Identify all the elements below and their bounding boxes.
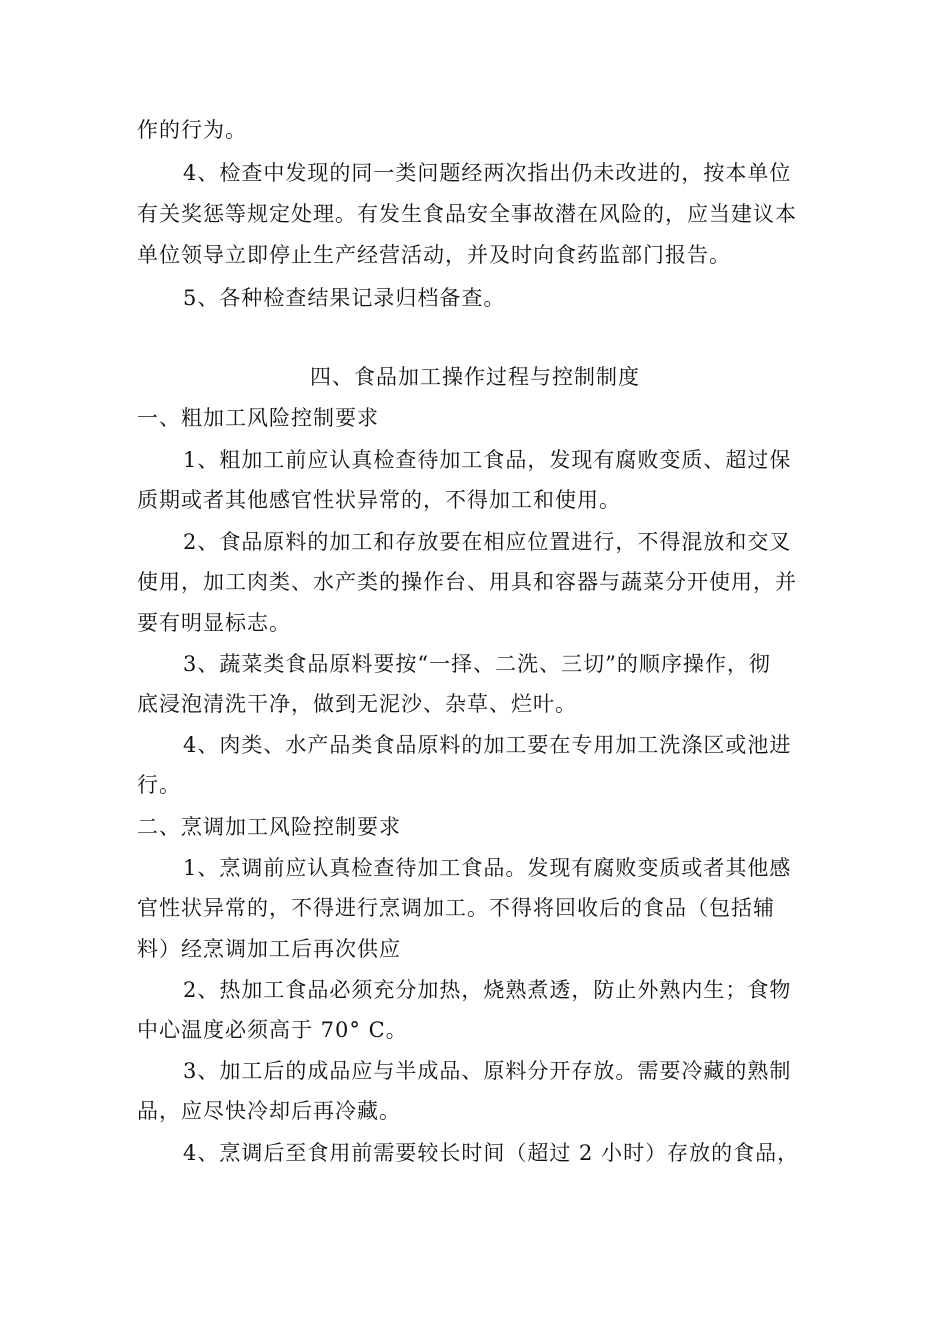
text-line: 使用，加工肉类、水产类的操作台、用具和容器与蔬菜分开使用，并 — [137, 570, 797, 594]
text-line: 4、肉类、水产品类食品原料的加工要在专用加工洗涤区或池进 — [183, 733, 792, 757]
text-line: 有关奖惩等规定处理。有发生食品安全事故潜在风险的，应当建议本 — [137, 202, 797, 226]
text-line: 3、蔬菜类食品原料要按“一择、二洗、三切”的顺序操作，彻 — [183, 652, 771, 676]
section-heading: 四、食品加工操作过程与控制制度 — [310, 365, 640, 389]
text-line: 单位领导立即停止生产经营活动，并及时向食药监部门报告。 — [137, 243, 731, 267]
text-line: 中心温度必须高于 70° C。 — [137, 1018, 408, 1042]
text-line: 质期或者其他感官性状异常的，不得加工和使用。 — [137, 488, 621, 512]
text-line: 4、烹调后至食用前需要较长时间（超过 2 小时）存放的食品， — [183, 1141, 800, 1165]
text-line: 底浸泡清洗干净，做到无泥沙、杂草、烂叶。 — [137, 692, 577, 716]
text-line: 料）经烹调加工后再次供应 — [137, 937, 401, 961]
text-line: 2、热加工食品必须充分加热，烧熟煮透，防止外熟内生；食物 — [183, 978, 792, 1002]
text-line: 要有明显标志。 — [137, 611, 291, 635]
text-line: 行。 — [137, 773, 181, 797]
text-line: 5、各种检查结果记录归档备查。 — [183, 286, 506, 310]
text-line: 2、食品原料的加工和存放要在相应位置进行，不得混放和交叉 — [183, 530, 792, 554]
text-line: 4、检查中发现的同一类问题经两次指出仍未改进的，按本单位 — [183, 161, 792, 185]
text-line: 1、粗加工前应认真检查待加工食品，发现有腐败变质、超过保 — [183, 448, 792, 472]
text-line: 官性状异常的，不得进行烹调加工。不得将回收后的食品（包括辅 — [137, 896, 775, 920]
text-line: 3、加工后的成品应与半成品、原料分开存放。需要冷藏的熟制 — [183, 1059, 792, 1083]
subsection-heading: 二、烹调加工风险控制要求 — [137, 815, 401, 839]
subsection-heading: 一、粗加工风险控制要求 — [137, 406, 379, 430]
text-line: 作的行为。 — [137, 118, 247, 142]
text-line: 品，应尽快冷却后再冷藏。 — [137, 1099, 401, 1123]
text-line: 1、烹调前应认真检查待加工食品。发现有腐败变质或者其他感 — [183, 856, 792, 880]
